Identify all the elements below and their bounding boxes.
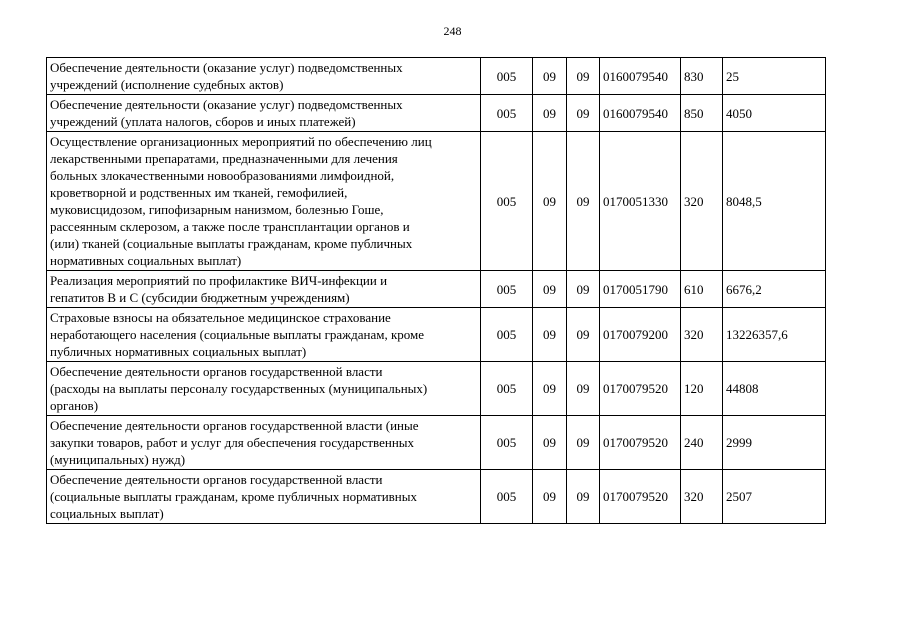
expense-name-line: Обеспечение деятельности органов государственной власти (50, 364, 383, 379)
expense-name-line: гепатитов В и С (субсидии бюджетным учреждениям) (50, 290, 350, 305)
expense-name-line: Осуществление организационных мероприятий по обеспечению лиц (50, 134, 432, 149)
expense-type-cell: 120 (681, 362, 723, 416)
admin-code-cell: 005 (481, 362, 533, 416)
subsection-code-cell: 09 (567, 271, 600, 308)
amount-cell: 2507 (723, 470, 826, 524)
expense-type-cell: 320 (681, 470, 723, 524)
expense-name-cell (47, 271, 481, 308)
expense-name-line: (или) тканей (социальные выплаты гражданам, кроме публичных (50, 236, 413, 251)
section-code-cell: 09 (533, 95, 567, 132)
subsection-code-cell: 09 (567, 362, 600, 416)
table-row (47, 308, 826, 362)
table-row (47, 95, 826, 132)
target-article-cell: 0170079200 (600, 308, 681, 362)
subsection-code-cell: 09 (567, 416, 600, 470)
expense-name-line: нормативных социальных выплат) (50, 253, 242, 268)
expense-name-line: Обеспечение деятельности (оказание услуг) подведомственных (50, 97, 403, 112)
table-row (47, 362, 826, 416)
expense-type-cell: 830 (681, 58, 723, 95)
expense-name-cell (47, 308, 481, 362)
admin-code-cell: 005 (481, 308, 533, 362)
amount-cell: 4050 (723, 95, 826, 132)
amount-cell: 13226357,6 (723, 308, 826, 362)
admin-code-cell: 005 (481, 95, 533, 132)
section-code-cell: 09 (533, 271, 567, 308)
expense-name-line: Обеспечение деятельности органов государственной власти (иные (50, 418, 419, 433)
expense-type-cell: 240 (681, 416, 723, 470)
expense-name-cell (47, 416, 481, 470)
admin-code-cell: 005 (481, 58, 533, 95)
admin-code-cell: 005 (481, 132, 533, 271)
expense-name-line: Обеспечение деятельности органов государственной власти (50, 472, 383, 487)
expense-name-line: органов) (50, 398, 99, 413)
expense-name-line: Реализация мероприятий по профилактике ВИЧ-инфекции и (50, 273, 388, 288)
table-row (47, 132, 826, 271)
subsection-code-cell: 09 (567, 470, 600, 524)
table-row (47, 470, 826, 524)
table-body (47, 58, 826, 524)
amount-cell: 8048,5 (723, 132, 826, 271)
section-code-cell: 09 (533, 132, 567, 271)
amount-cell: 25 (723, 58, 826, 95)
expense-name-line: рассеянным склерозом, а также после трансплантации органов и (50, 219, 410, 234)
table-row (47, 271, 826, 308)
target-article-cell: 0170079520 (600, 416, 681, 470)
budget-table (46, 57, 826, 524)
expense-name-line: больных злокачественными новообразованиями лимфоидной, (50, 168, 395, 183)
expense-name-cell (47, 58, 481, 95)
page-number: 248 (443, 24, 462, 38)
expense-name-line: учреждений (уплата налогов, сборов и иных платежей) (50, 114, 356, 129)
expense-name-line: Обеспечение деятельности (оказание услуг) подведомственных (50, 60, 403, 75)
section-code-cell: 09 (533, 58, 567, 95)
subsection-code-cell: 09 (567, 308, 600, 362)
expense-name-cell (47, 95, 481, 132)
subsection-code-cell: 09 (567, 58, 600, 95)
amount-cell: 2999 (723, 416, 826, 470)
target-article-cell: 0170051330 (600, 132, 681, 271)
section-code-cell: 09 (533, 362, 567, 416)
admin-code-cell: 005 (481, 470, 533, 524)
expense-name-line: неработающего населения (социальные выплаты гражданам, кроме (50, 327, 425, 342)
expense-name-line: учреждений (исполнение судебных актов) (50, 77, 284, 92)
target-article-cell: 0160079540 (600, 58, 681, 95)
expense-name-cell (47, 470, 481, 524)
expense-name-line: лекарственными препаратами, предназначенными для лечения (50, 151, 398, 166)
section-code-cell: 09 (533, 470, 567, 524)
expense-type-cell: 320 (681, 308, 723, 362)
expense-name-line: Страховые взносы на обязательное медицинское страхование (50, 310, 391, 325)
expense-name-line: муковисцидозом, гипофизарным нанизмом, болезнью Гоше, (50, 202, 384, 217)
expense-type-cell: 850 (681, 95, 723, 132)
expense-name-line: (социальные выплаты гражданам, кроме публичных нормативных (50, 489, 417, 504)
target-article-cell: 0170079520 (600, 470, 681, 524)
subsection-code-cell: 09 (567, 132, 600, 271)
expense-type-cell: 610 (681, 271, 723, 308)
admin-code-cell: 005 (481, 416, 533, 470)
target-article-cell: 0170079520 (600, 362, 681, 416)
amount-cell: 44808 (723, 362, 826, 416)
admin-code-cell: 005 (481, 271, 533, 308)
expense-name-line: кроветворной и родственных им тканей, гемофилией, (50, 185, 348, 200)
amount-cell: 6676,2 (723, 271, 826, 308)
expense-name-line: (муниципальных) нужд) (50, 452, 186, 467)
section-code-cell: 09 (533, 416, 567, 470)
expense-type-cell: 320 (681, 132, 723, 271)
expense-name-line: социальных выплат) (50, 506, 164, 521)
target-article-cell: 0170051790 (600, 271, 681, 308)
expense-name-cell (47, 362, 481, 416)
table-row (47, 58, 826, 95)
expense-name-line: (расходы на выплаты персоналу государственных (муниципальных) (50, 381, 428, 396)
table-row (47, 416, 826, 470)
section-code-cell: 09 (533, 308, 567, 362)
subsection-code-cell: 09 (567, 95, 600, 132)
expense-name-cell (47, 132, 481, 271)
target-article-cell: 0160079540 (600, 95, 681, 132)
expense-name-line: публичных нормативных социальных выплат) (50, 344, 307, 359)
expense-name-line: закупки товаров, работ и услуг для обеспечения государственных (50, 435, 415, 450)
